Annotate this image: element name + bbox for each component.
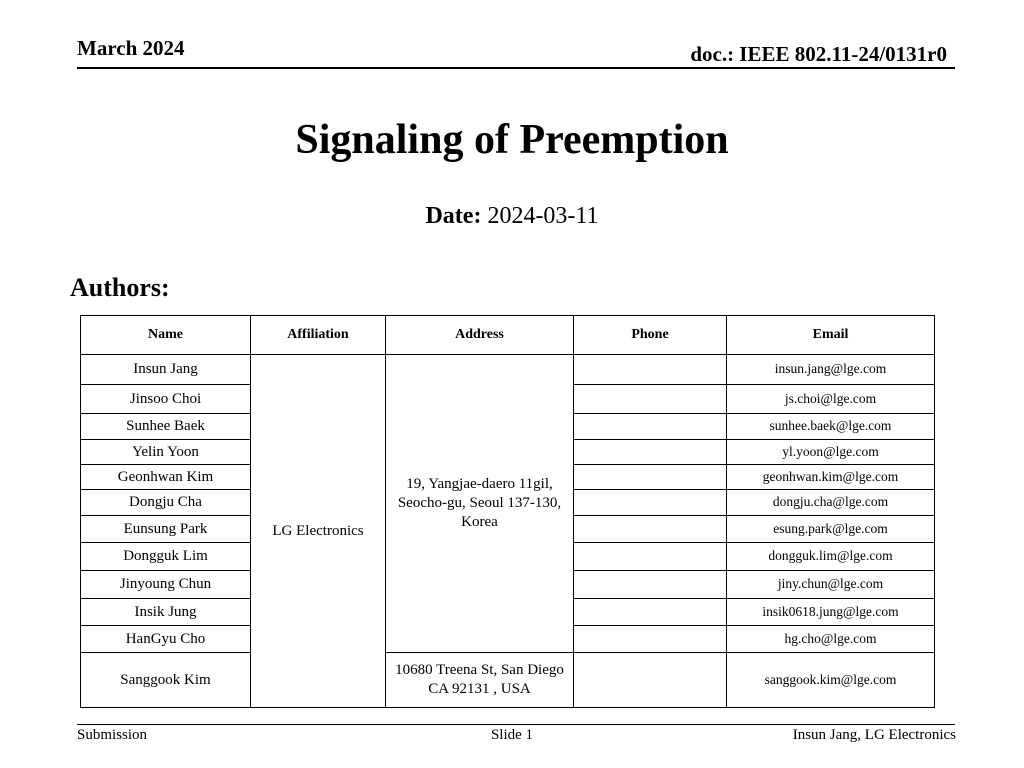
phone-cell bbox=[574, 385, 727, 414]
authors-table bbox=[80, 315, 935, 708]
table-row bbox=[81, 653, 935, 708]
author-name: Eunsung Park bbox=[81, 516, 251, 543]
email-cell: jiny.chun@lge.com bbox=[727, 571, 935, 599]
email-cell: sunhee.baek@lge.com bbox=[727, 414, 935, 440]
header-date: March 2024 bbox=[77, 36, 185, 60]
address-usa-cell: 10680 Treena St, San Diego CA 92131 , USA bbox=[386, 653, 574, 708]
header-doc-id: doc.: IEEE 802.11-24/0131r0 bbox=[690, 42, 947, 66]
author-name: Yelin Yoon bbox=[81, 440, 251, 465]
phone-cell bbox=[574, 490, 727, 516]
phone-cell bbox=[574, 414, 727, 440]
email-cell: sanggook.kim@lge.com bbox=[727, 653, 935, 708]
author-name: Geonhwan Kim bbox=[81, 465, 251, 490]
email-cell: geonhwan.kim@lge.com bbox=[727, 465, 935, 490]
footer-divider bbox=[77, 724, 955, 725]
authors-heading: Authors: bbox=[70, 273, 170, 302]
author-name: Dongguk Lim bbox=[81, 543, 251, 571]
phone-cell bbox=[574, 465, 727, 490]
author-name: Insun Jang bbox=[81, 355, 251, 385]
affiliation-cell: LG Electronics bbox=[251, 355, 386, 708]
table-header-row bbox=[81, 316, 935, 355]
author-name: Jinyoung Chun bbox=[81, 571, 251, 599]
footer-author: Insun Jang, LG Electronics bbox=[792, 727, 956, 743]
phone-cell bbox=[574, 543, 727, 571]
column-header-affiliation: Affiliation bbox=[251, 316, 386, 355]
footer-slide-number: Slide 1 bbox=[490, 727, 534, 743]
column-header-phone: Phone bbox=[574, 316, 727, 355]
slide-title: Signaling of Preemption bbox=[295, 117, 729, 163]
phone-cell bbox=[574, 571, 727, 599]
author-name: Sanggook Kim bbox=[81, 653, 251, 708]
email-cell: hg.cho@lge.com bbox=[727, 626, 935, 653]
phone-cell bbox=[574, 440, 727, 465]
date-line bbox=[0, 203, 1024, 230]
date-value: 2024-03-11 bbox=[487, 203, 599, 229]
header-divider bbox=[77, 67, 955, 69]
phone-cell bbox=[574, 355, 727, 385]
author-name: Sunhee Baek bbox=[81, 414, 251, 440]
column-header-address: Address bbox=[386, 316, 574, 355]
email-cell: esung.park@lge.com bbox=[727, 516, 935, 543]
email-cell: dongguk.lim@lge.com bbox=[727, 543, 935, 571]
author-name: HanGyu Cho bbox=[81, 626, 251, 653]
table-row bbox=[81, 355, 935, 385]
footer-submission: Submission bbox=[77, 727, 148, 743]
email-cell: yl.yoon@lge.com bbox=[727, 440, 935, 465]
date-label: Date: bbox=[425, 203, 482, 229]
phone-cell bbox=[574, 599, 727, 626]
email-cell: insik0618.jung@lge.com bbox=[727, 599, 935, 626]
email-cell: insun.jang@lge.com bbox=[727, 355, 935, 385]
email-cell: dongju.cha@lge.com bbox=[727, 490, 935, 516]
address-korea-cell: 19, Yangjae-daero 11gil, Seocho-gu, Seoul 137-130, Korea bbox=[386, 355, 574, 653]
author-name: Insik Jung bbox=[81, 599, 251, 626]
phone-cell bbox=[574, 626, 727, 653]
phone-cell bbox=[574, 516, 727, 543]
column-header-email: Email bbox=[727, 316, 935, 355]
author-name: Dongju Cha bbox=[81, 490, 251, 516]
phone-cell bbox=[574, 653, 727, 708]
email-cell: js.choi@lge.com bbox=[727, 385, 935, 414]
column-header-name: Name bbox=[81, 316, 251, 355]
author-name: Jinsoo Choi bbox=[81, 385, 251, 414]
